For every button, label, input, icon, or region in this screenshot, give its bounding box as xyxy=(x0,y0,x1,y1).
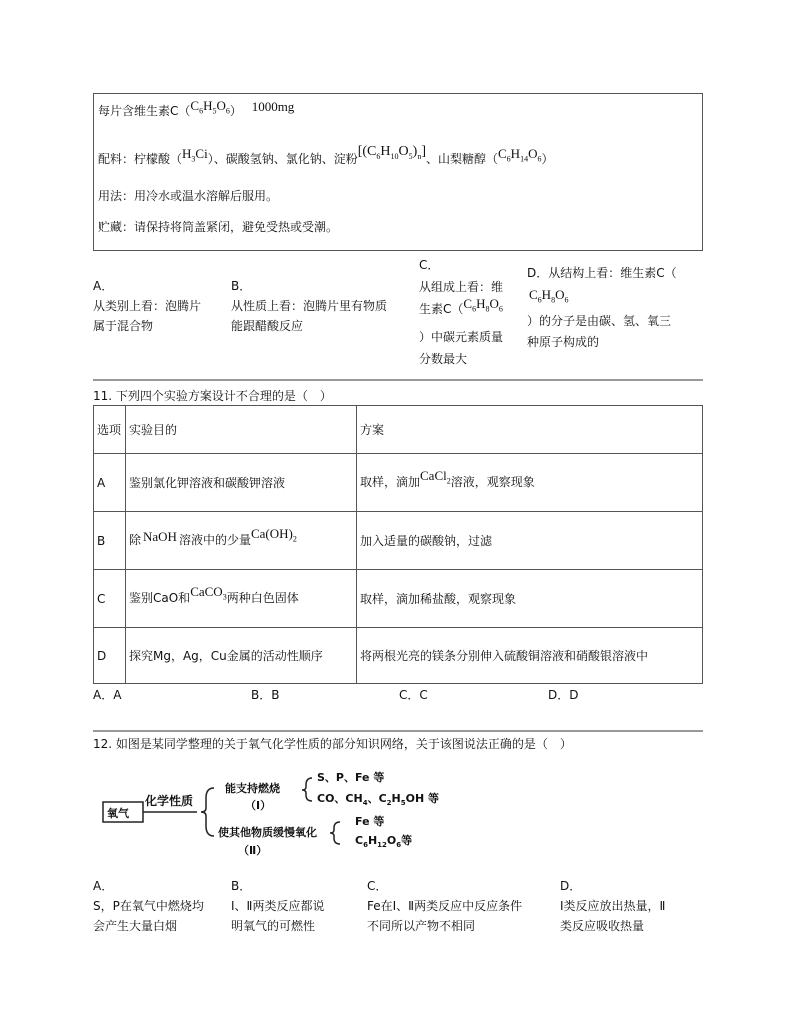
table-row xyxy=(94,454,703,512)
header-option: 选项 xyxy=(94,406,126,454)
q11-option-c[interactable]: C．C xyxy=(399,688,428,702)
brace-branch2 xyxy=(330,822,340,844)
q12-option-c[interactable]: C． Fe在Ⅰ、Ⅱ两类反应中反应条件 不同所以产物不相同 xyxy=(367,879,523,933)
diagram-branch2-num: （Ⅱ） xyxy=(238,844,268,857)
diagram-property: 化学性质 xyxy=(145,794,194,808)
experiment-table xyxy=(93,405,703,684)
q10-option-b[interactable]: B． 从性质上看：泡腾片里有物质 能跟醋酸反应 xyxy=(231,279,388,333)
row-option: B xyxy=(94,512,126,570)
table-row xyxy=(94,512,703,570)
q11-option-b[interactable]: B．B xyxy=(251,688,280,702)
q12-option-a[interactable]: A． S，P在氧气中燃烧均 会产生大量白烟 xyxy=(93,879,204,933)
table-header-row xyxy=(94,406,703,454)
oxygen-knowledge-diagram xyxy=(100,766,450,861)
header-goal: 实验目的 xyxy=(126,406,357,454)
formula-sorbitol: $C_6H_{14}O_6$ xyxy=(498,146,542,164)
table-row xyxy=(94,570,703,628)
row-option: D xyxy=(94,628,126,684)
formula-starch: $[(C_6H_{10}O_5)_n]$ xyxy=(357,144,426,161)
q10-option-a[interactable]: A． 从类别上看：泡腾片 属于混合物 xyxy=(93,279,202,333)
q12-title: 12. 如图是某同学整理的关于氧气化学性质的部分知识网络，关于该图说法正确的是（ ） xyxy=(93,737,572,751)
label-line-ingredients: 配料：柠檬酸$(H_3Ci)$、碳酸氢钠、氯化钠、淀粉$[(C_6H_{10}O_5)_n]$、山梨糖醇$(C_6H_{14}O_6)$ xyxy=(98,144,554,166)
q12-option-b[interactable]: B． Ⅰ、Ⅱ两类反应都说 明氧气的可燃性 xyxy=(231,879,325,933)
row-goal: 鉴别CaO和CaCO$_3$两种白色固体 xyxy=(126,570,357,628)
diagram-branch1: 能支持燃烧 xyxy=(225,782,280,795)
brace-main xyxy=(201,788,214,836)
label-text: 每片含维生素C（ xyxy=(98,104,191,118)
q10-option-d[interactable]: D．从结构上看：维生素C（ $C_6H_8O_6$ ）的分子是由碳、氢、氧三 种原子构成的 xyxy=(527,266,677,349)
diagram-b1-item1: S、P、Fe 等 xyxy=(317,771,385,784)
row-goal: 除 NaOH 溶液中的少量$Ca(OH)_2$ xyxy=(126,512,357,570)
row-option: A xyxy=(94,454,126,512)
diagram-b1-item2: CO、$CH_4$、$C_2H_5OH$ 等 xyxy=(317,792,440,808)
diagram-branch1-num: （Ⅰ） xyxy=(245,799,272,812)
separator-line xyxy=(93,730,703,732)
dose-amount: 1000mg xyxy=(251,99,295,114)
table-row xyxy=(94,628,703,684)
row-plan: 取样，滴加CaCl$_2$溶液，观察现象 xyxy=(357,454,703,512)
label-line-vitamin-c: 每片含维生素$C(C_6H_5O_6)$ 1000mg xyxy=(98,98,295,118)
row-option: C xyxy=(94,570,126,628)
diagram-root: 氧气 xyxy=(107,807,129,820)
formula-vitamin-c: $C_6H_8O_6$ xyxy=(529,287,569,305)
diagram-b2-item1: Fe 等 xyxy=(355,815,385,828)
q11-option-d[interactable]: D．D xyxy=(548,688,579,702)
diagram-branch2: 使其他物质缓慢氧化 xyxy=(218,826,317,839)
row-plan: 将两根光亮的镁条分别伸入硫酸铜溶液和硝酸银溶液中 xyxy=(357,628,703,684)
q11-title: 11. 下列四个实验方案设计不合理的是（ ） xyxy=(93,389,332,403)
brace-branch1 xyxy=(302,778,312,801)
q11-option-a[interactable]: A．A xyxy=(93,688,122,702)
row-goal: 鉴别氯化钾溶液和碳酸钾溶液 xyxy=(126,454,357,512)
separator-line xyxy=(93,379,703,381)
formula-vitamin-c: $C_6H_5O_6$ xyxy=(190,98,230,116)
q12-option-d[interactable]: D． Ⅰ类反应放出热量，Ⅱ 类反应吸收热量 xyxy=(560,879,666,933)
row-plan: 加入适量的碳酸钠，过滤 xyxy=(357,512,703,570)
row-goal: 探究Mg，Ag，Cu金属的活动性顺序 xyxy=(126,628,357,684)
q10-option-c[interactable]: C． 从组成上看：维 生素$C(C_6H_8O_6$ ）中碳元素质量 分数最大 xyxy=(419,258,504,366)
diagram-b2-item2: $C_6H_{12}O_6$等 xyxy=(355,834,413,850)
label-line-storage: 贮藏：请保持将筒盖紧闭，避免受热或受潮。 xyxy=(98,220,339,234)
formula-vitamin-c: $C_6H_8O_6$ xyxy=(463,296,503,314)
product-label-box xyxy=(93,93,703,251)
row-plan: 取样，滴加稀盐酸，观察现象 xyxy=(357,570,703,628)
header-plan: 方案 xyxy=(357,406,703,454)
label-line-usage: 用法：用冷水或温水溶解后服用。 xyxy=(98,189,279,203)
formula-citric-acid: $H_3Ci$ xyxy=(182,146,208,164)
